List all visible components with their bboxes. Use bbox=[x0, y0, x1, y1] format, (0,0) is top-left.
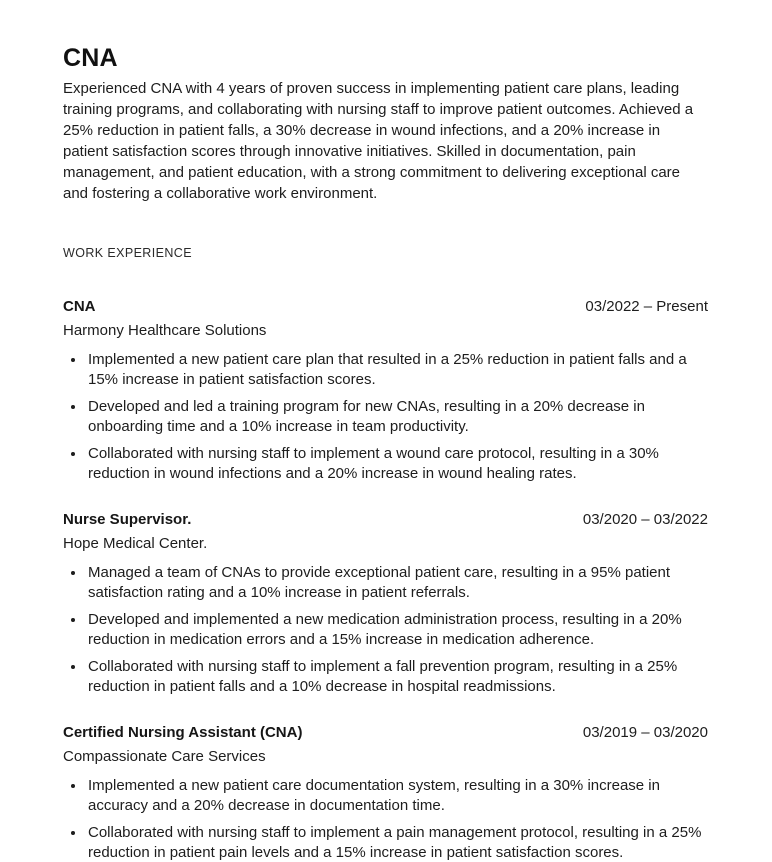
job-company: Compassionate Care Services bbox=[63, 748, 266, 765]
job-bullet-text: Managed a team of CNAs to provide exceptional patient care, resulting in a 95% patient satisfaction rating and a 10% increase in patient referrals. bbox=[88, 564, 671, 601]
section-heading-work-experience: WORK EXPERIENCE bbox=[63, 246, 192, 260]
job-title: Certified Nursing Assistant (CNA) bbox=[63, 724, 303, 741]
entry-header bbox=[63, 297, 708, 317]
job-bullet-item bbox=[63, 563, 708, 602]
entry-header bbox=[63, 723, 708, 743]
bullet-icon bbox=[71, 665, 75, 669]
job-bullet-text: Developed and implemented a new medication administration process, resulting in a 20% reduction in medication errors and a 15% increase in medication adherence. bbox=[88, 611, 682, 648]
job-bullet-item bbox=[63, 397, 708, 436]
job-company: Hope Medical Center. bbox=[63, 535, 208, 552]
job-bullets bbox=[63, 563, 708, 696]
work-experience-entry bbox=[63, 723, 708, 862]
job-dates: 03/2019 – 03/2020 bbox=[582, 724, 708, 741]
job-bullets bbox=[63, 776, 708, 862]
bullet-icon bbox=[71, 358, 75, 362]
job-bullet-text: Collaborated with nursing staff to implement a wound care protocol, resulting in a 30% reduction in wound infections and a 20% increase in wound healing rates. bbox=[88, 445, 659, 482]
resume-name-heading: CNA bbox=[63, 44, 118, 72]
job-bullet-item bbox=[63, 657, 708, 696]
bullet-icon bbox=[71, 405, 75, 409]
job-bullet-text: Implemented a new patient care plan that resulted in a 25% reduction in patient falls and a 15% increase in patient satisfaction scores. bbox=[88, 351, 687, 388]
job-bullet-text: Developed and led a training program for new CNAs, resulting in a 20% decrease in onboarding time and a 10% increase in team productivity. bbox=[88, 398, 645, 435]
bullet-icon bbox=[71, 831, 75, 835]
job-bullet-item bbox=[63, 610, 708, 649]
job-title: CNA bbox=[63, 298, 96, 315]
job-title: Nurse Supervisor. bbox=[63, 511, 192, 528]
job-bullet-item bbox=[63, 823, 708, 862]
job-dates: 03/2022 – Present bbox=[585, 298, 708, 315]
job-bullets bbox=[63, 350, 708, 483]
bullet-icon bbox=[71, 452, 75, 456]
job-bullet-text: Implemented a new patient care documentation system, resulting in a 30% increase in accuracy and a 20% decrease in documentation time. bbox=[88, 777, 660, 814]
bullet-icon bbox=[71, 618, 75, 622]
resume-summary: Experienced CNA with 4 years of proven success in implementing patient care plans, leading training programs, and collaborating with nursing staff to improve patient outcomes. Achieved a 25% reduction in patient falls, a 30% decrease in wound infections, and a 20% increase in patient satisfaction scores through innovative initiatives. Skilled in documentation, pain management, and patient education, with a strong commitment to delivering exceptional care and fostering a collaborative work environment. bbox=[63, 80, 694, 202]
job-bullet-item bbox=[63, 350, 708, 389]
job-company: Harmony Healthcare Solutions bbox=[63, 322, 267, 339]
job-bullet-text: Collaborated with nursing staff to implement a fall prevention program, resulting in a 25% reduction in patient falls and a 10% decrease in hospital readmissions. bbox=[88, 658, 678, 695]
job-bullet-text: Collaborated with nursing staff to implement a pain management protocol, resulting in a 25% reduction in patient pain levels and a 15% increase in patient satisfaction scores. bbox=[88, 824, 702, 861]
work-experience-entry bbox=[63, 510, 708, 696]
bullet-icon bbox=[71, 784, 75, 788]
work-experience-entry bbox=[63, 297, 708, 483]
job-dates: 03/2020 – 03/2022 bbox=[582, 511, 708, 528]
job-bullet-item bbox=[63, 444, 708, 483]
entry-header bbox=[63, 510, 708, 530]
bullet-icon bbox=[71, 571, 75, 575]
job-bullet-item bbox=[63, 776, 708, 815]
work-experience-section bbox=[63, 297, 708, 862]
